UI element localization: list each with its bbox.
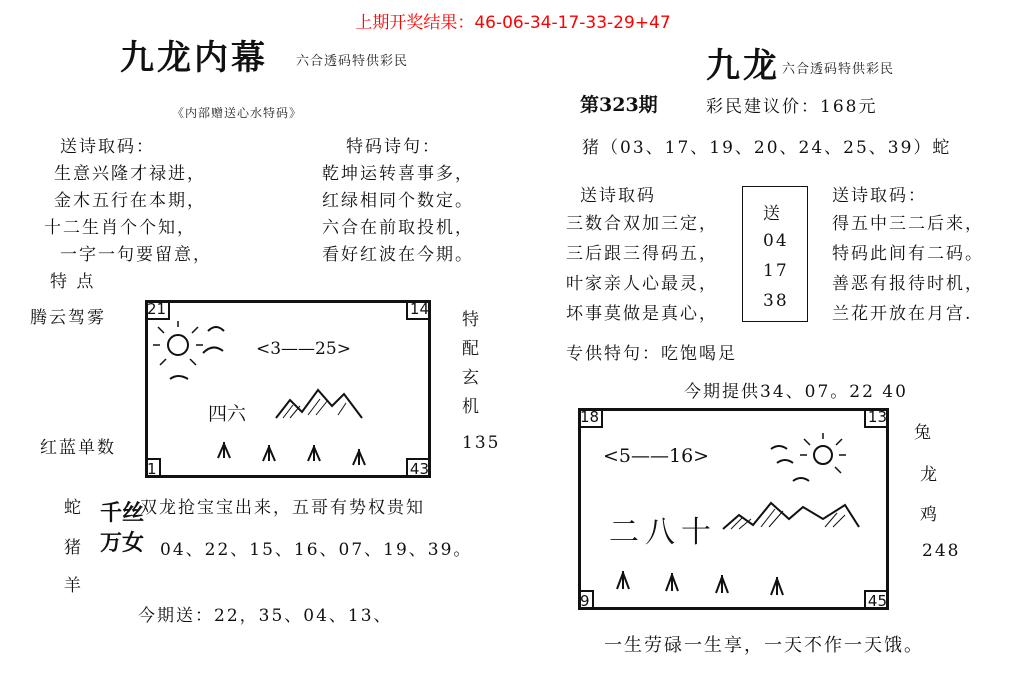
right-sketch-chars: 二八十 <box>609 515 717 550</box>
right-vertical-zodiac: 兔 <box>914 423 933 443</box>
right-corner-bl: 9 <box>578 590 594 610</box>
right-send-box-item: 04 <box>763 231 789 251</box>
left-note: 《内部赠送心水特码》 <box>172 106 303 120</box>
right-special-phrase: 专供特句：吃饱喝足 <box>566 344 737 364</box>
right-send-box-item: 送 <box>763 204 782 224</box>
right-send-left-line: 坏事莫做是真心， <box>566 304 718 324</box>
left-zodiac-char: 蛇 <box>64 498 83 518</box>
left-sketch <box>148 303 428 475</box>
right-send-right-line: 特码此间有二码。 <box>832 244 984 264</box>
left-today: 今期送：22，35、04、13、 <box>138 606 393 626</box>
right-issue: 第323期 <box>580 94 658 116</box>
left-poem-send-line: 十二生肖个个知， <box>44 218 196 238</box>
left-poem-code-line: 看好红波在今期。 <box>322 245 474 265</box>
right-send-left-line: 三数合双加三定， <box>566 214 718 234</box>
left-special-label: 特 点 <box>50 272 96 292</box>
right-send-right-label: 送诗取码： <box>832 186 927 206</box>
left-poem-code-line: 六合在前取投机， <box>322 218 474 238</box>
right-picture-box <box>578 408 889 610</box>
right-footer: 一生劳碌一生享，一天不作一天饿。 <box>604 635 924 656</box>
left-poem-send-line: 生意兴隆才禄进， <box>54 164 206 184</box>
right-send-right-line: 得五中三二后来， <box>832 214 984 234</box>
right-today-provide: 今期提供34、07。22 40 <box>684 382 908 402</box>
left-line1: 双龙抢宝宝出来，五哥有势权贵知 <box>140 498 425 518</box>
right-pig-line: 猪（03、17、19、20、24、25、39）蛇 <box>582 138 952 158</box>
left-subtitle: 六合透码特供彩民 <box>296 54 409 69</box>
left-vertical-char: 特 <box>462 310 481 330</box>
left-poem-code-line: 红绿相同个数定。 <box>322 191 474 211</box>
left-vertical-char: 玄 <box>462 368 481 388</box>
right-send-box-item: 17 <box>763 261 789 281</box>
left-sketch-chars: 四六 <box>208 403 247 425</box>
right-send-left-line: 三后跟三得码五， <box>566 244 718 264</box>
left-stylized-chars: 万女 <box>100 530 145 556</box>
left-numbers: 04、22、15、16、07、19、39。 <box>160 540 473 560</box>
left-picture-box <box>145 300 431 478</box>
left-vertical-char: 机 <box>462 397 481 417</box>
left-title: 九龙内幕 <box>120 38 268 78</box>
right-send-box-item: 38 <box>763 291 789 311</box>
right-vertical-zodiac: 龙 <box>920 465 939 485</box>
left-phrase-redblue: 红蓝单数 <box>40 438 116 458</box>
left-stylized-chars: 千丝 <box>100 500 145 526</box>
left-corner-tl: 21 <box>145 300 170 320</box>
left-poem-send-label: 送诗取码： <box>60 137 155 157</box>
right-send-right-line: 兰花开放在月宫. <box>832 304 973 324</box>
right-title: 九龙 <box>706 46 780 86</box>
left-poem-send-line: 一字一句要留意， <box>60 245 212 265</box>
right-number: 248 <box>922 541 961 561</box>
left-zodiac-char: 猪 <box>64 538 83 558</box>
last-result-banner: 上期开奖结果：46-06-34-17-33-29+47 <box>355 13 671 33</box>
left-range-label: <3——25> <box>256 339 351 359</box>
left-poem-code-line: 乾坤运转喜事多， <box>322 164 474 184</box>
right-send-right-line: 善恶有报待时机， <box>832 274 984 294</box>
right-vertical-zodiac: 鸡 <box>920 505 939 525</box>
left-corner-tr: 14 <box>406 300 431 320</box>
right-send-box <box>742 186 808 322</box>
left-poem-send-line: 金木五行在本期， <box>54 191 206 211</box>
left-zodiac-char: 羊 <box>64 576 83 596</box>
left-number: 135 <box>462 433 501 453</box>
right-send-left-label: 送诗取码 <box>580 186 656 206</box>
left-corner-br: 43 <box>406 458 431 478</box>
left-phrase-cloud: 腾云驾雾 <box>30 308 106 328</box>
left-vertical-char: 配 <box>462 339 481 359</box>
left-poem-code-label: 特码诗句： <box>346 137 441 157</box>
right-range-label: <5——16> <box>603 445 710 467</box>
right-subtitle: 六合透码特供彩民 <box>782 62 895 77</box>
right-price: 彩民建议价：168元 <box>706 97 878 117</box>
right-corner-tl: 18 <box>578 408 603 428</box>
right-send-left-line: 叶家亲人心最灵， <box>566 274 718 294</box>
left-corner-bl: 1 <box>145 458 161 478</box>
right-corner-tr: 13 <box>864 408 889 428</box>
right-corner-br: 45 <box>864 590 889 610</box>
